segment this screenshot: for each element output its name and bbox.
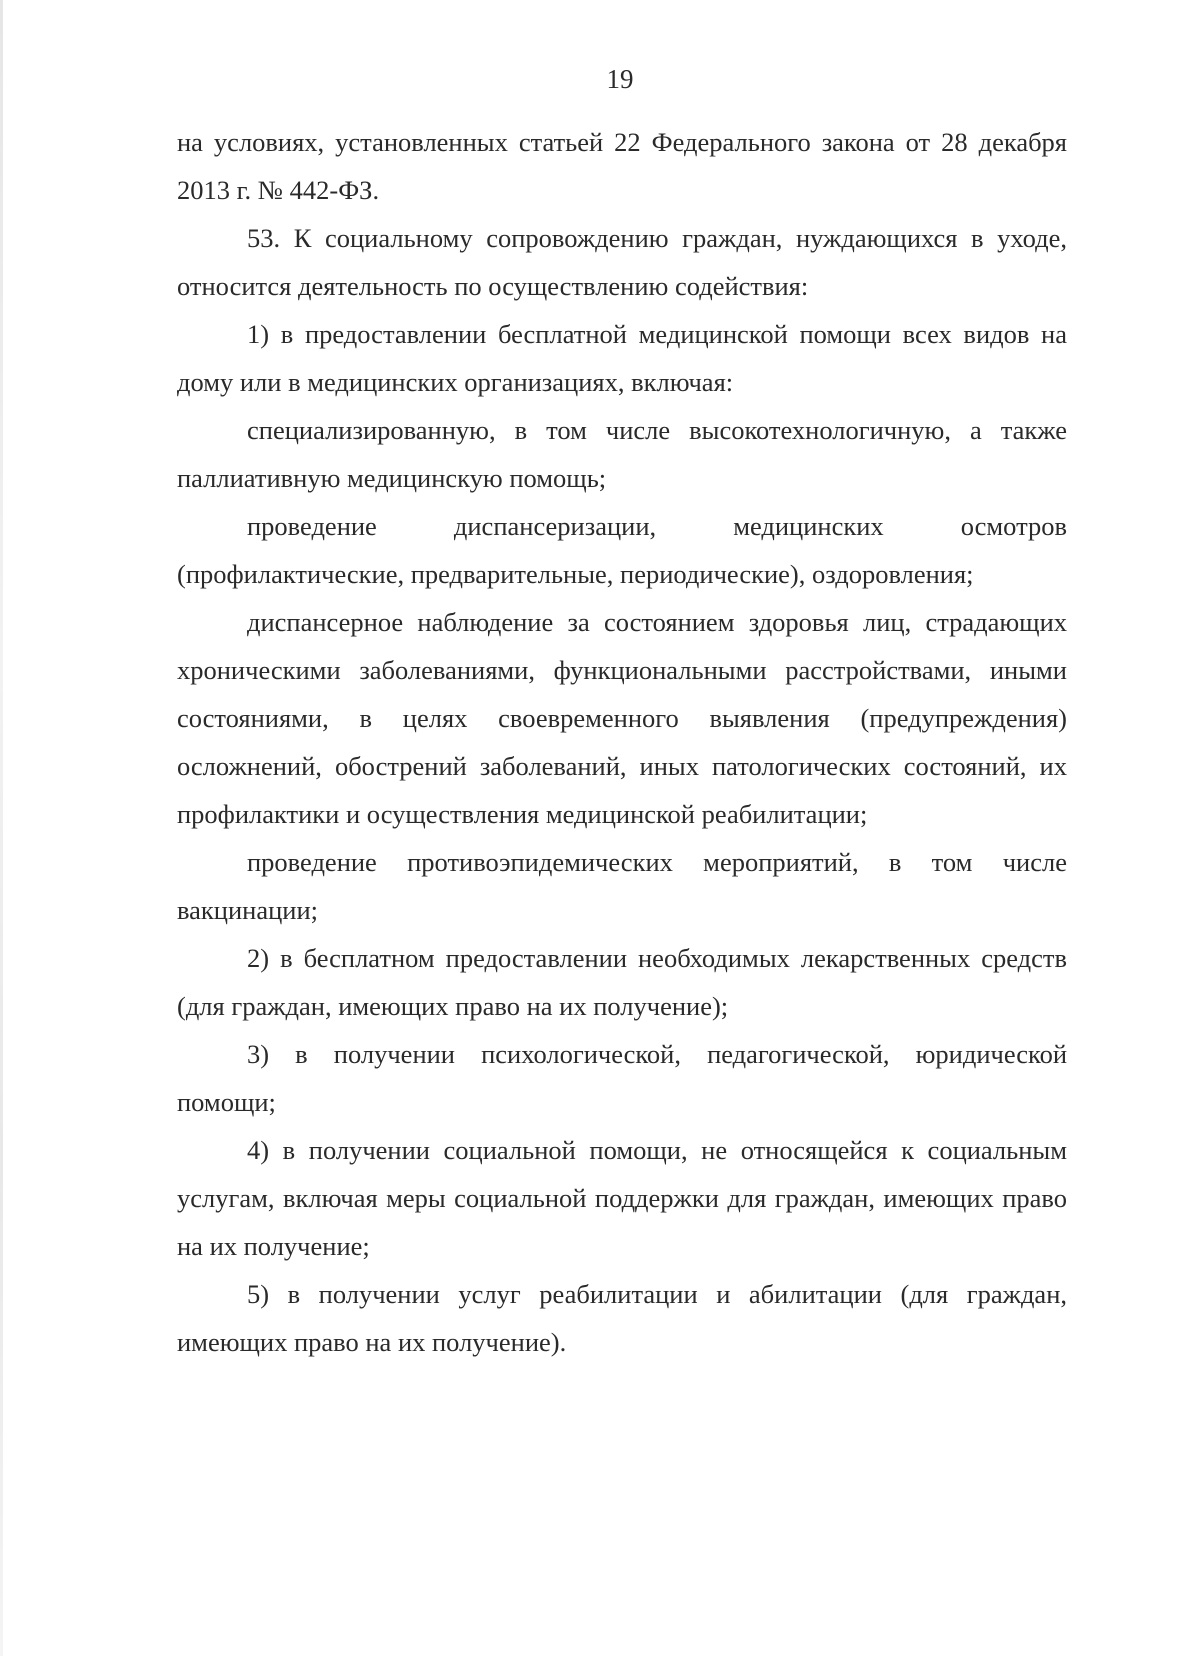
- paragraph-item-53: 53. К социальному сопровождению граждан, нуждающихся в уходе, относится деятельность по осуществлению содействия:: [177, 223, 1067, 301]
- paragraph-dispensary-observation: диспансерное наблюдение за состоянием здоровья лиц, страдающих хроническими заболеваниями, функциональными расстройствами, иными состояниями, в целях своевременного выявления (предупреждения) осложнений, обострений заболеваний, иных патологических состояний, их профилактики и осуществления медицинской реабилитации;: [177, 607, 1067, 829]
- paragraph-subitem-1: 1) в предоставлении бесплатной медицинской помощи всех видов на дому или в медицинских организациях, включая:: [177, 319, 1067, 397]
- paragraph-continuation: на условиях, установленных статьей 22 Федерального закона от 28 декабря 2013 г. № 442-ФЗ.: [177, 127, 1067, 205]
- page-number: 19: [606, 64, 634, 94]
- document-body: [177, 118, 1067, 1366]
- paragraph-anti-epidemic: проведение противоэпидемических мероприятий, в том числе вакцинации;: [177, 847, 1067, 925]
- scan-edge-shadow: [0, 0, 3, 1656]
- paragraph-subitem-5: 5) в получении услуг реабилитации и абилитации (для граждан, имеющих право на их получение).: [177, 1279, 1067, 1357]
- paragraph-subitem-4: 4) в получении социальной помощи, не относящейся к социальным услугам, включая меры социальной поддержки для граждан, имеющих право на их получение;: [177, 1135, 1067, 1261]
- paragraph-subitem-2: 2) в бесплатном предоставлении необходимых лекарственных средств (для граждан, имеющих право на их получение);: [177, 943, 1067, 1021]
- paragraph-dispensarization: проведение диспансеризации, медицинских осмотров (профилактические, предварительные, периодические), оздоровления;: [177, 511, 1067, 589]
- paragraph-specialized-care: специализированную, в том числе высокотехнологичную, а также паллиативную медицинскую помощь;: [177, 415, 1067, 493]
- paragraph-subitem-3: 3) в получении психологической, педагогической, юридической помощи;: [177, 1039, 1067, 1117]
